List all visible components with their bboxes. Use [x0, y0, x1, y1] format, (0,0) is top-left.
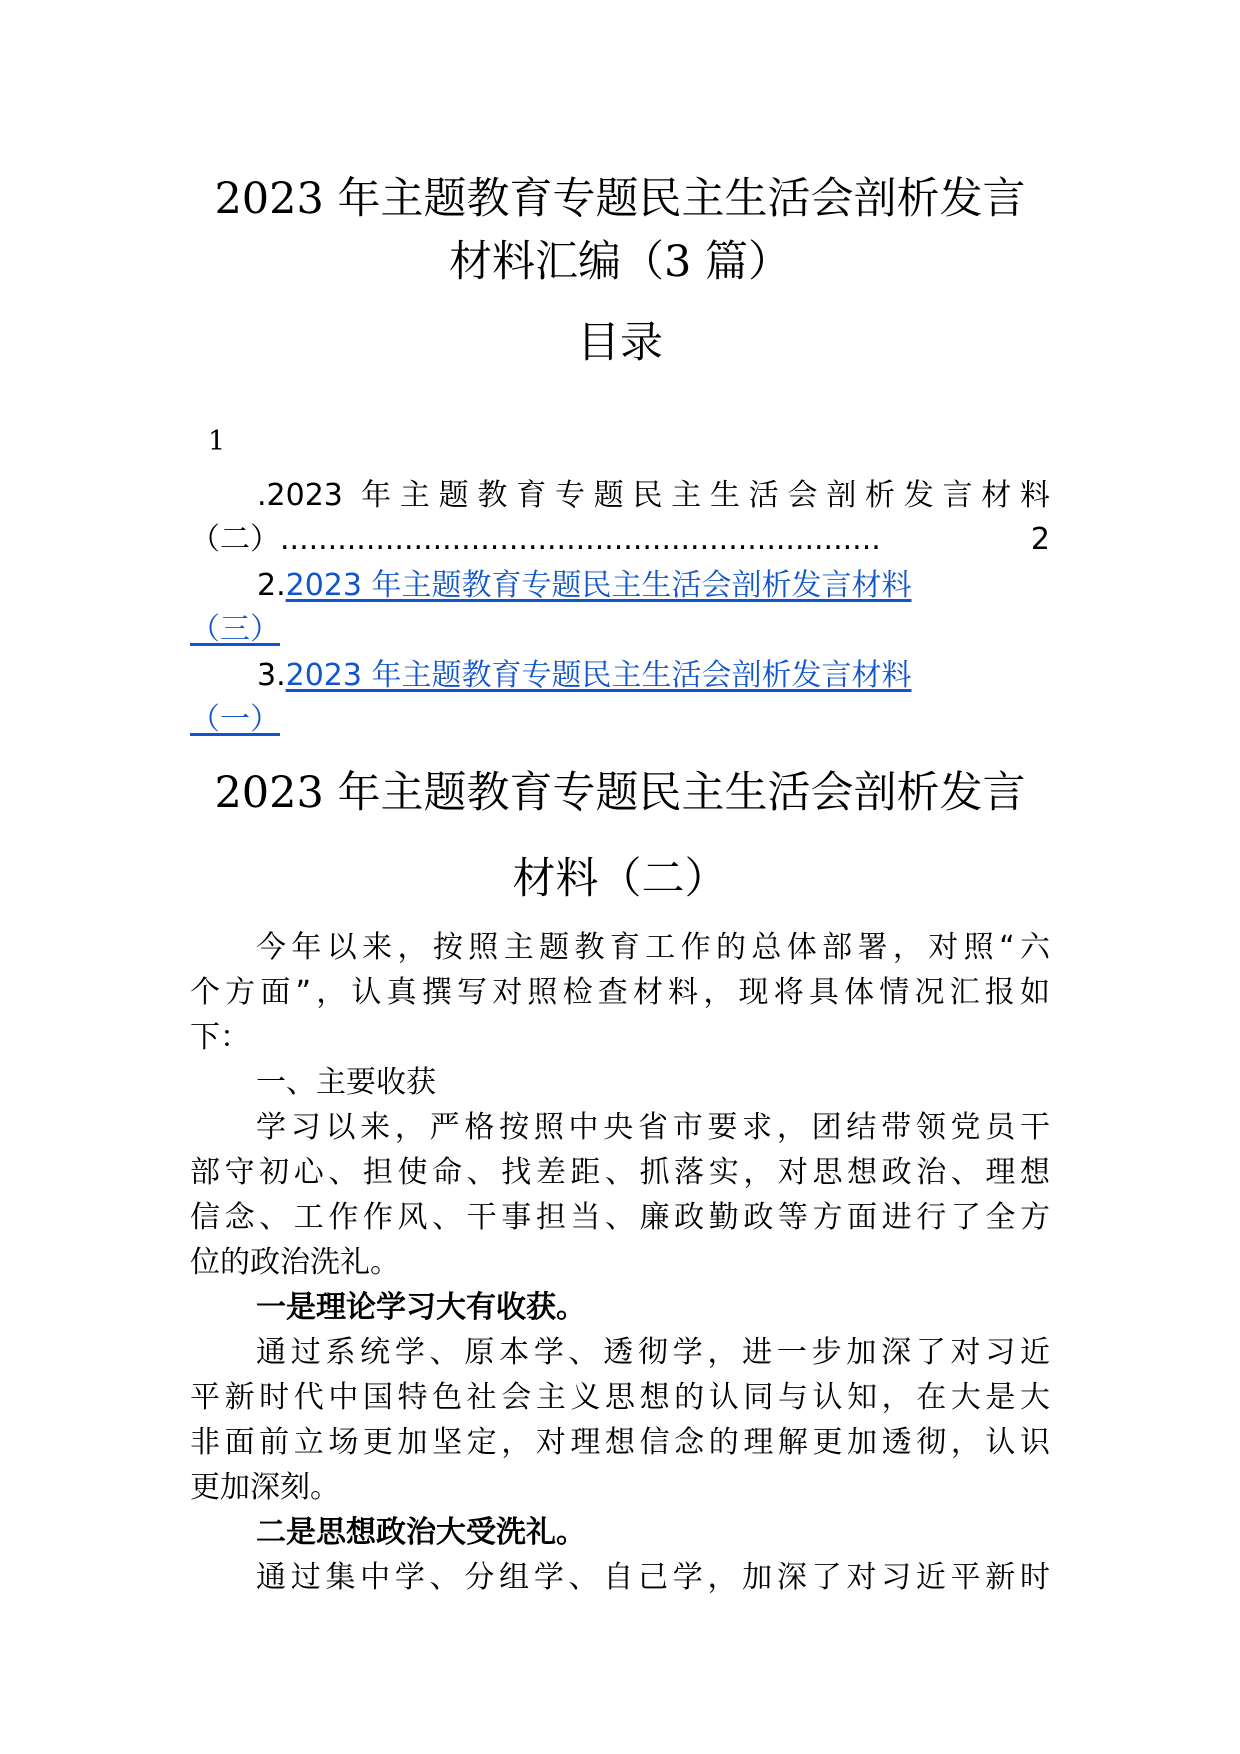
- body-paragraph-4-line-1: 通过集中学、分组学、自己学，加深了对习近平新时: [256, 1560, 1050, 1595]
- document-title-count: 3: [663, 237, 692, 287]
- toc-item-2-line-1[interactable]: [257, 564, 1050, 608]
- section-heading-main-gains: 一、主要收获: [256, 1065, 436, 1100]
- article-title-text: 年主题教育专题民主生活会剖析发言: [323, 768, 1026, 818]
- body-paragraph-3-line-1: 通过系统学、原本学、透彻学，进一步加深了对习近: [256, 1335, 1050, 1370]
- toc-item-1-title[interactable]: .2023 年主题教育专题民主生活会剖析发言材料: [257, 478, 1050, 513]
- document-title-text: 年主题教育专题民主生活会剖析发言: [323, 174, 1026, 224]
- body-paragraph-3-line-2: 平新时代中国特色社会主义思想的认同与认知，在大是大: [190, 1380, 1050, 1415]
- document-title-prefix: 材料汇编（: [448, 237, 664, 287]
- toc-item-3-link-cont[interactable]: （一）: [190, 702, 280, 737]
- toc-item-1-number: 1: [208, 426, 226, 457]
- toc-item-3-line-2[interactable]: [190, 698, 280, 742]
- toc-item-3-prefix: 3.: [257, 658, 286, 693]
- toc-item-1-line-2[interactable]: [190, 518, 1050, 562]
- toc-item-2-link-cont[interactable]: （三）: [190, 612, 280, 647]
- body-paragraph-2-line-4: 位的政治洗礼。: [190, 1245, 400, 1280]
- toc-item-1-leader-dots: ...............................................................: [280, 522, 881, 557]
- body-paragraph-3-line-3: 非面前立场更加坚定，对理想信念的理解更加透彻，认识: [190, 1425, 1050, 1460]
- body-paragraph-2-line-2: 部守初心、担使命、找差距、抓落实，对思想政治、理想: [190, 1155, 1050, 1190]
- bold-point-1: 一是理论学习大有收获。: [256, 1290, 586, 1325]
- toc-item-1-title-cont[interactable]: （二）: [190, 522, 280, 557]
- toc-item-3-link[interactable]: 2023 年主题教育专题民主生活会剖析发言材料: [285, 658, 912, 693]
- body-paragraph-1-line-1: 今年以来，按照主题教育工作的总体部署，对照“六: [256, 930, 1050, 965]
- article-title-year: 2023: [214, 768, 324, 818]
- body-paragraph-2-line-1: 学习以来，严格按照中央省市要求，团结带领党员干: [256, 1110, 1050, 1145]
- toc-item-2-link[interactable]: 2023 年主题教育专题民主生活会剖析发言材料: [285, 568, 912, 603]
- toc-heading: 目录: [577, 318, 663, 368]
- body-paragraph-1-line-3: 下：: [190, 1020, 250, 1055]
- toc-item-3-line-1[interactable]: [257, 654, 1050, 698]
- article-title-line-1: [0, 764, 1240, 822]
- document-title-line-1: [0, 170, 1240, 228]
- toc-item-2-prefix: 2.: [257, 568, 286, 603]
- bold-point-2: 二是思想政治大受洗礼。: [256, 1515, 586, 1550]
- article-title-line-2: 材料（二）: [512, 854, 728, 904]
- toc-item-1-page-number: 2: [1030, 522, 1050, 557]
- body-paragraph-1-line-2: 个方面”，认真撰写对照检查材料，现将具体情况汇报如: [190, 975, 1050, 1010]
- body-paragraph-2-line-3: 信念、工作作风、干事担当、廉政勤政等方面进行了全方: [190, 1200, 1050, 1235]
- document-title-suffix: 篇）: [691, 237, 792, 287]
- toc-item-2-line-2[interactable]: [190, 608, 280, 652]
- document-title-year: 2023: [214, 174, 324, 224]
- body-paragraph-3-line-4: 更加深刻。: [190, 1470, 340, 1505]
- document-title-line-2: [0, 233, 1240, 291]
- toc-item-1-line-1[interactable]: [257, 474, 1050, 518]
